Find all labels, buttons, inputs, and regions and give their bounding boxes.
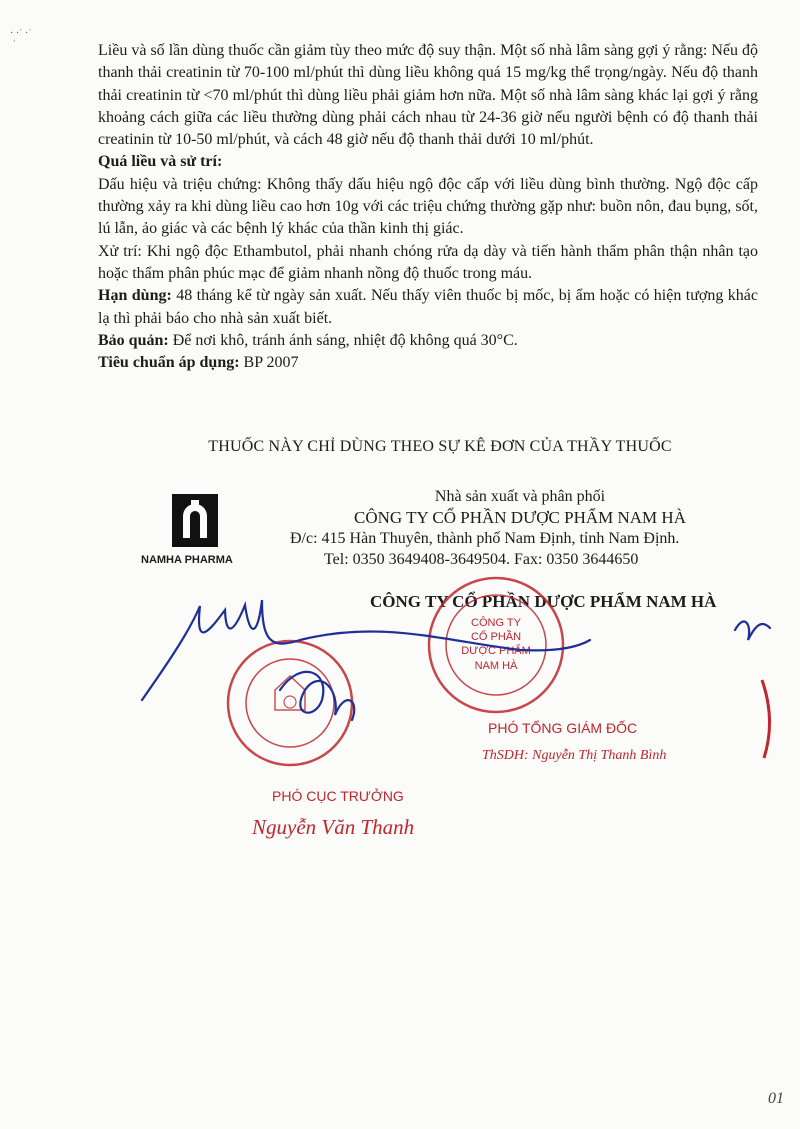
manufacturer-name: CÔNG TY CỔ PHẦN DƯỢC PHẨM NAM HÀ <box>354 508 686 527</box>
overdose-treatment-paragraph: Xử trí: Khi ngộ độc Ethambutol, phải nhanh chóng rửa dạ dày và tiến hành thẩm phân thận nhân tạo hoặc thẩm phân phúc mạc để giảm nhanh nồng độ thuốc trong máu. <box>98 242 758 282</box>
storage-label: Bảo quản: <box>98 331 169 349</box>
overdose-heading: Quá liều và sử trí: <box>98 153 223 171</box>
edge-stamp-mark <box>762 680 770 758</box>
company-stamp-line-4: NAM HÀ <box>474 660 518 672</box>
logo-caption: NAMHA PHARMA <box>141 554 233 566</box>
deputy-director-title: PHÓ TỔNG GIÁM ĐỐC <box>488 720 638 736</box>
scan-specks: · ·ˈ ·ˈ ˈ <box>10 28 32 50</box>
overdose-symptoms-paragraph: Dấu hiệu và triệu chứng: Không thấy dấu hiệu ngộ độc cấp với liều dùng bình thường. Ngộ độc cấp thường xảy ra khi dùng liều cao hơn 10g với các triệu chứng thường gặp như: buồn nôn, đau bụng, sốt, lú lẫn, ảo giác và các bệnh lý khác của thần kinh thị giác. <box>98 175 758 238</box>
shelf-life-label: Hạn dùng: <box>98 287 172 305</box>
shelf-life-text: 48 tháng kể từ ngày sản xuất. Nếu thấy viên thuốc bị mốc, bị ẩm hoặc có hiện tượng khác lạ thì phải báo cho nhà sản xuất biết. <box>98 287 758 327</box>
page-mark: 01 <box>768 1090 784 1107</box>
company-signature-heading: CÔNG TY CỔ PHẦN DƯỢC PHẨM NAM HÀ <box>370 592 717 611</box>
standard-text: BP 2007 <box>239 354 299 372</box>
standard-label: Tiêu chuẩn áp dụng: <box>98 354 240 372</box>
company-stamp-line-1: CÔNG TY <box>471 617 521 629</box>
deputy-head-title: PHÓ CỤC TRƯỞNG <box>272 788 404 804</box>
ministry-stamp <box>228 641 352 765</box>
company-stamp-line-2: CỔ PHẦN <box>470 631 522 643</box>
deputy-director-name: ThSDH: Nguyễn Thị Thanh Bình <box>482 748 667 763</box>
deputy-head-name: Nguyễn Văn Thanh <box>252 815 415 839</box>
manufacturer-address: Đ/c: 415 Hàn Thuyên, thành phố Nam Định, tỉnh Nam Định. <box>290 530 680 547</box>
renal-dosage-paragraph: Liều và số lần dùng thuốc cần giảm tùy theo mức độ suy thận. Một số nhà lâm sàng gợi ý rằng: Nếu độ thanh thải creatinin từ 70-100 ml/phút thì dùng liều không quá 15 mg/kg thể trọng/ngày. Nếu độ thanh thải creatinin từ <70 ml/phút thì dùng liều phải giảm hơn nữa. Một số nhà lâm sàng khác lại gợi ý rằng khoảng cách giữa các liều thường dùng phải cách nhau từ 24-36 giờ nếu người bệnh có độ thanh thải creatinin từ 10-50 ml/phút, và cách 48 giờ nếu độ thanh thải dưới 10 ml/phút. <box>98 42 758 149</box>
prescription-notice: THUỐC NÀY CHỈ DÙNG THEO SỰ KÊ ĐƠN CỦA THẦY THUỐC <box>208 438 672 455</box>
company-stamp <box>429 578 563 712</box>
storage-text: Để nơi khô, tránh ánh sáng, nhiệt độ không quá 30°C. <box>168 331 518 349</box>
blue-signatures <box>142 600 770 720</box>
manufacturer-phone: Tel: 0350 3649408-3649504. Fax: 0350 3644650 <box>324 551 639 568</box>
manufacturer-role: Nhà sản xuất và phân phối <box>434 488 606 505</box>
company-stamp-line-3: DƯỢC PHẨM <box>461 645 531 657</box>
